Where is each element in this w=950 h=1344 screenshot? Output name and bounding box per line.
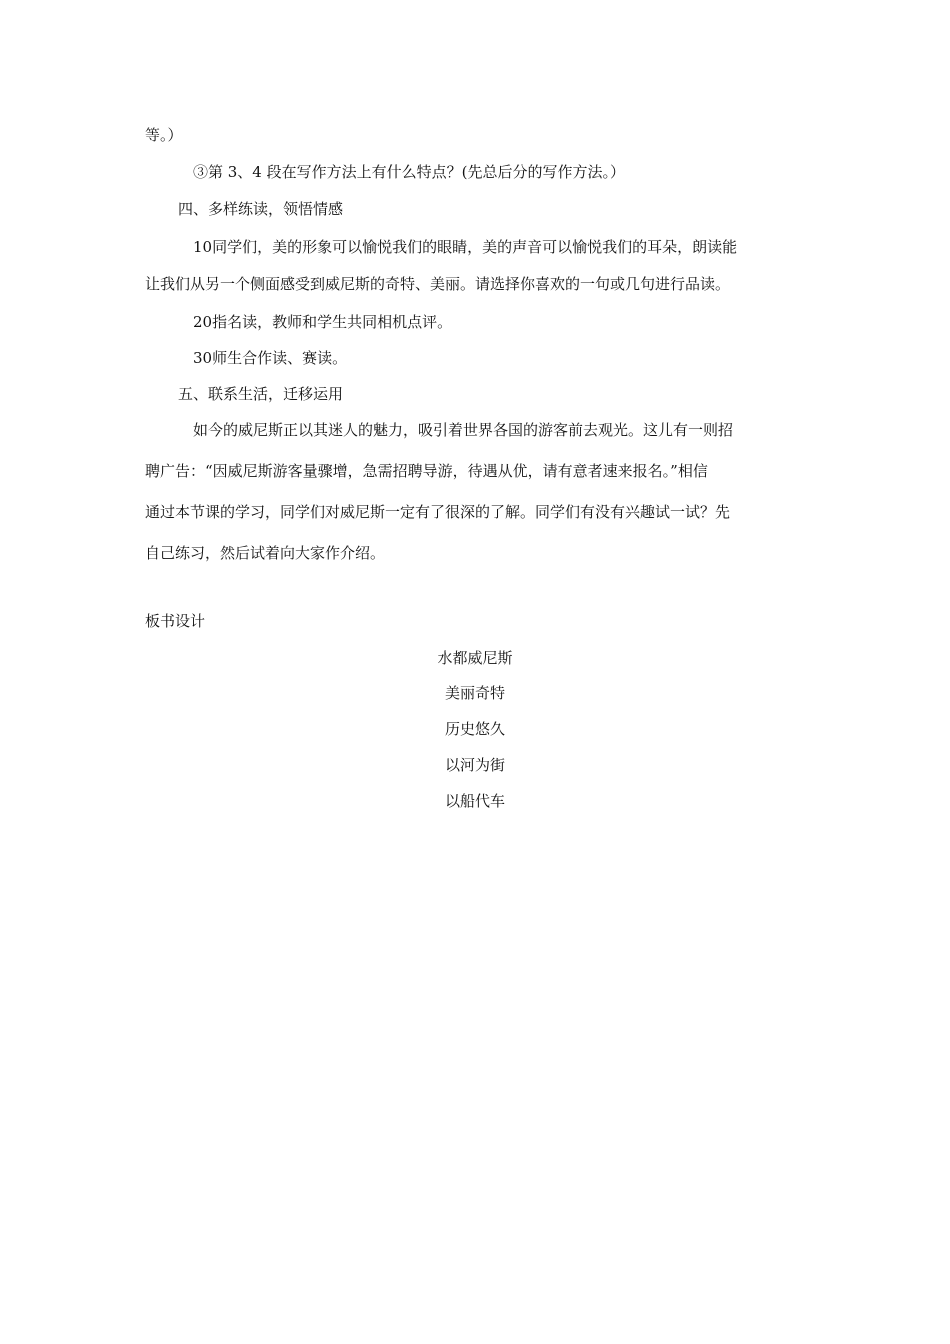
board-item: 美丽奇特	[444, 684, 505, 702]
text-line: ③第 3、4 段在写作方法上有什么特点？(先总后分的写作方法。）	[193, 163, 625, 181]
board-item: 以船代车	[444, 792, 505, 810]
text-line: 通过本节课的学习，同学们对威尼斯一定有了很深的了解。同学们有没有兴趣试一试？先	[145, 503, 731, 521]
text-line: 30师生合作读、赛读。	[193, 349, 348, 367]
text-line: 20指名读，教师和学生共同相机点评。	[193, 313, 453, 331]
text-line: 自己练习，然后试着向大家作介绍。	[145, 544, 386, 562]
board-title: 水都威尼斯	[437, 649, 513, 667]
text-line: 让我们从另一个侧面感受到威尼斯的奇特、美丽。请选择你喜欢的一句或几句进行品读。	[145, 275, 731, 293]
text-line: 聘广告：“因威尼斯游客量骤增，急需招聘导游，待遇从优，请有意者速来报名。”相信	[145, 462, 708, 480]
board-item: 历史悠久	[444, 720, 505, 738]
section-heading: 五、联系生活，迁移运用	[178, 385, 344, 403]
section-heading: 四、多样练读，领悟情感	[178, 200, 344, 218]
text-line: 10同学们，美的形象可以愉悦我们的眼睛，美的声音可以愉悦我们的耳朵，朗读能	[193, 238, 738, 256]
board-design-heading: 板书设计	[145, 612, 206, 630]
text-line: 如今的威尼斯正以其迷人的魅力，吸引着世界各国的游客前去观光。这儿有一则招	[193, 421, 734, 439]
text-line: 等。）	[145, 126, 183, 144]
board-item: 以河为街	[444, 756, 505, 774]
